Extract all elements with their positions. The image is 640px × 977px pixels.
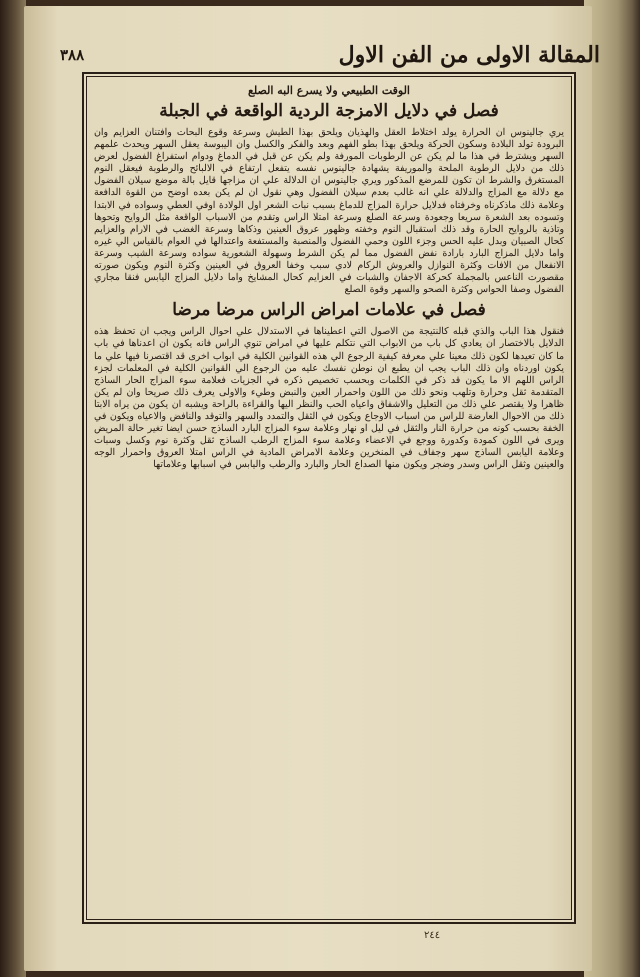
book-gutter-left bbox=[0, 0, 26, 977]
text-frame bbox=[82, 72, 576, 924]
book-page-edges bbox=[584, 0, 640, 977]
page-number: ٣٨٨ bbox=[60, 46, 85, 64]
section-heading-1: فصل في دلايل الامزجة الردية الواقعة في الجبلة bbox=[159, 101, 499, 121]
running-title: المقالة الاولى من الفن الاول bbox=[338, 42, 600, 68]
running-header bbox=[60, 38, 600, 72]
signature-mark: ٢٤٤ bbox=[424, 930, 441, 941]
section-body-2: فنقول هذا الباب والذي قبله كالنتيجة من الاصول التي اعطيناها في الاستدلال علي احوال الراس ويجب ان تحفظ هذه الدلايل بالاختصار ان يعادي كل باب من الابواب التي نتكلم عليها في امراض تنوي الراس فانه يكون ان اعدناها في باب ما كان تعيدها لكون ذلك معينا علي معرفة كيفية الرجوع الي هذه القوانين الكلية في ابواب اخرى قد اقتصرنا فيها علي ما يكون اوردناه وان ذلك الباب يجب ان يطبع ان نوطن نفسك عليه من الرجوع الي القوانين الكلية في المعلمات لجزء الراس اللهم الا ما يكون قد ذكر في الكلمات وبحسب تخصيص ذكره في الجزيات فعلامة سوء المزاج الحار الساذج المتقدمة ثقل وحرارة وتلهب ونحو ذلك من اللون واحمرار العين والنبض وطيء والاولى يعرف ذلك صريحا وان لم يكن ظاهرا ولا يقتصر علي ذلك من التعليل والاشفاق واعياه الحب والنظر اليها والقراءة بالراحة ويشبه ان يكون من يراه الابتا ذلك من الاحوال العارضة للراس من اسباب الاوجاع ويكون في الثقل والتمدد والسهر والتوقد والنافض والاعياه ويكون في الخفة بحسب كونه من حرارة النار والثقل في ليل او نهار وعلامة سوء المزاج البارد الساذج حسن ايضا تغير حالة المريض ويرى في اللون كمودة وكدورة ووجع في الاعضاء وعلامة سوء المزاج الرطب الساذج ثقل وكثرة نوم وكسل وسبات وعلامة اليابس الساذج سهر وجفاف في المنخرين وعلامة الامراض المادية في الراس امتلا العروق واحمرار الوجه والعينين وثقل الراس وسدر وضجر ويكون منها الصداع الحار والبارد والرطب واليابس في اسبابها وعلاماتها bbox=[94, 326, 564, 471]
page-content bbox=[94, 82, 564, 914]
section-heading-2: فصل في علامات امراض الراس مرضا مرضا bbox=[172, 300, 486, 321]
top-note: الوقت الطبيعي ولا يسرع البه الصلع bbox=[247, 84, 410, 97]
section-body-1: يري جالينوس ان الحرارة يولد اختلاط العقل والهذيان ويلحق بهذا الطيش وسرعة وقوع البحات وافتنان العزايم وان البرودة تولد البلادة وسكون الحركة ويلحق بهذا بطو الفهم وبعد والفكر والكسل وان اليبوسة يعقل السهر ويحدث علمهم السهر ويشترط في هذا ما لم يكن عن الرطوبات المورفة ولم يكن عن قبل في الدماغ ودوام استفراغ الفضول لعرض ذلك من دلايل الرطوبة الملحة والموريفة يشهادة جالينوس نفسه يتفعل ارتفاع في الالبائح والرطوبة فيعقل النوم المستغرق والشرط ان تكون للمرضع المذكور ويري جالينوس ان الدلالة علي ان مزاجها قايل بالة موضع سيلان الفضول مع دلالة مع المزاج والدلالة علي انه غالب بعدم سيلان الفضول وهي نقول ان لم يكن بعده اوضح من القوة الدافعة وعلامة ذلك ماذكرناه وخرفتاه فدلايل حرارة المزاج للدماغ بسبب نبات الشعر اول الولادة اوفي العطي وسواده في الابتدا وتسوده بعد الشعرة سريعا وجعودة وسرعة الصلع وسرعة امتلا الراس وتقدم من الاسباب الواقعة مثل الروايح وتحوها وتاذية بالروايح الحارة وقد ذلك استقبال النوم وخفته وظهور عروق العينين وذكاها وسرعة الغضب في الارام والعزايم كحال الصبيان وبدل عليه الحس وجزء اللون وحمي الفضول والمنصبة والمستفعة واعتدالها في العوام بالقياس الي غيره واما دلايل المزاج البارد بارادة نفض الفضول مما لم يكن الشرط وسهولة الشعورية سواده وسرعة الشيب وسرعة الانفعال من الافات وكثرة النوازل والعروش الركام لادي سبب وخفا العروق في العينين وكثرة النوم ويكون صورته مقصورت الناعس بالمجملة كحركة الاجفان والشبات في العزايم كحال المشايخ واما دلايل المزاج اليابس فنقا مجاري الفضول وصفا الحواس وكثرة الصحو والسهر وقوة الصلع bbox=[94, 127, 564, 296]
